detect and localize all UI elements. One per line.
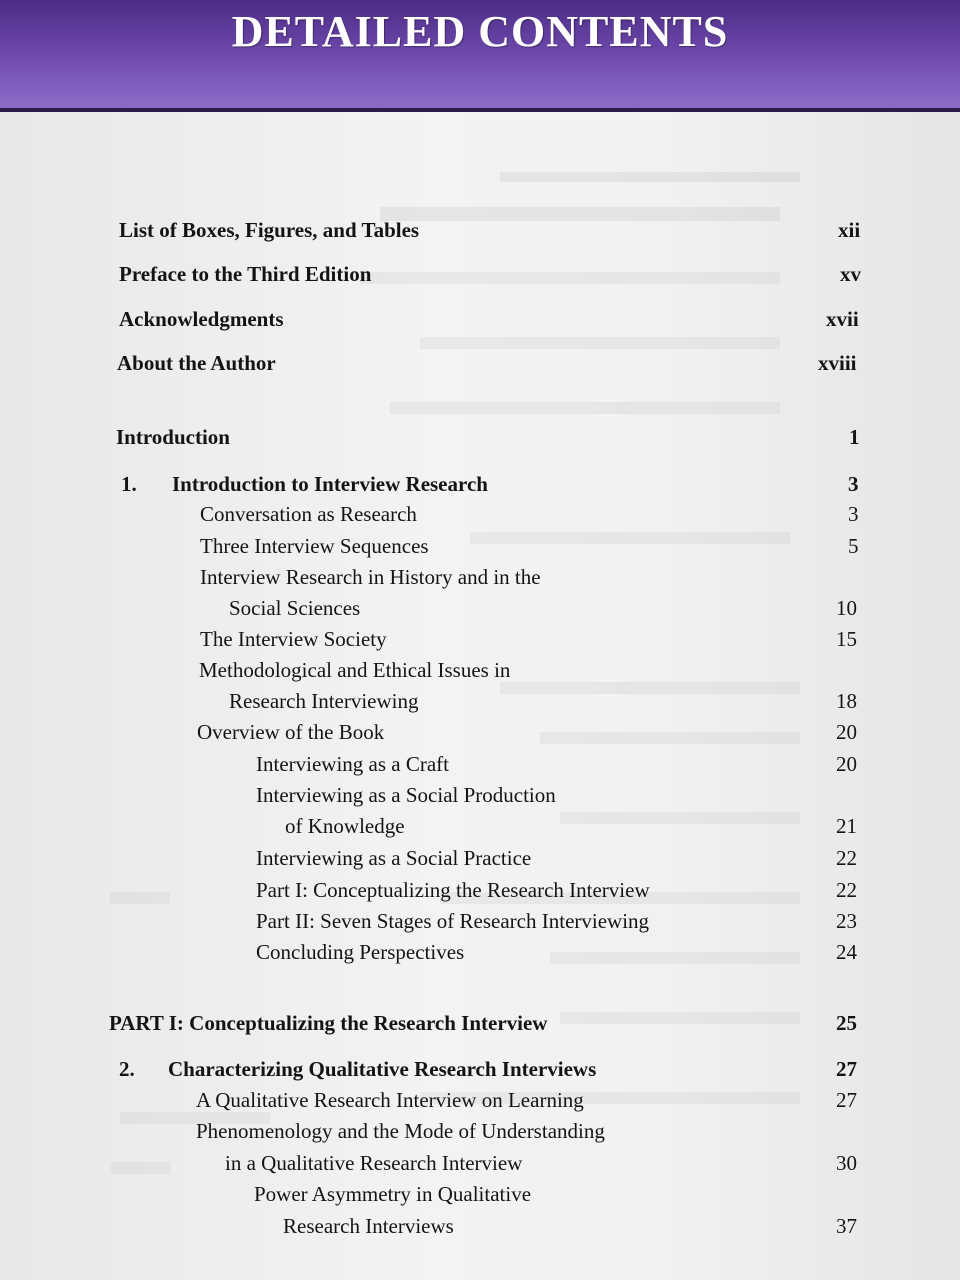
toc-section [0, 687, 960, 719]
toc-entry-label: Power Asymmetry in Qualitative [254, 1182, 532, 1206]
toc-entry-page: 27 [836, 1057, 857, 1081]
toc-section [0, 718, 960, 750]
toc-entry-page: 5 [848, 534, 859, 558]
toc-entry-page: 21 [836, 814, 857, 838]
toc-entry-label: Preface to the Third Edition [119, 262, 372, 286]
chapter-title: Introduction to Interview Research [172, 472, 488, 496]
toc-section [0, 750, 960, 782]
toc-entry-label: Social Sciences [229, 596, 361, 620]
toc-entry-page: 25 [836, 1011, 857, 1035]
chapter-number: 1. [121, 472, 137, 496]
toc-entry-label: of Knowledge [285, 814, 405, 838]
toc-entry-label: PART I: Conceptualizing the Research Interview [109, 1011, 548, 1035]
toc-entry-label: Methodological and Ethical Issues in [199, 658, 511, 682]
toc-entry-page: 37 [836, 1214, 857, 1238]
toc-entry-page: 22 [836, 878, 857, 902]
toc-entry-label: Conversation as Research [200, 502, 417, 526]
toc-chapter-heading [0, 1055, 960, 1087]
toc-entry-page: 27 [836, 1088, 857, 1112]
toc-part-heading [0, 1009, 960, 1041]
toc-entry-label: Research Interviews [283, 1214, 454, 1238]
toc-section [0, 938, 960, 970]
toc-section [0, 1149, 960, 1181]
toc-section [0, 1117, 960, 1149]
toc-entry-label: The Interview Society [200, 627, 387, 651]
toc-entry-label: Interview Research in History and in the [200, 565, 541, 589]
toc-section [0, 563, 960, 595]
toc-section [0, 625, 960, 657]
toc-section [0, 500, 960, 532]
toc-entry-page: 23 [836, 909, 857, 933]
toc-entry-label: Phenomenology and the Mode of Understanding [196, 1119, 605, 1143]
toc-entry-label: Interviewing as a Social Production [256, 783, 556, 807]
toc-entry-page: 30 [836, 1151, 857, 1175]
toc-entry-front [0, 216, 960, 248]
toc-section [0, 907, 960, 939]
toc-entry-page: 3 [848, 472, 859, 496]
toc-entry-label: Concluding Perspectives [256, 940, 465, 964]
toc-entry-front [0, 260, 960, 292]
toc-section [0, 844, 960, 876]
toc-entry-page: xvii [826, 307, 859, 331]
toc-section [0, 594, 960, 626]
toc-chapter-heading [0, 470, 960, 502]
toc-entry-page: 3 [848, 502, 859, 526]
toc-entry-label: Introduction [116, 425, 230, 449]
toc-entry-page: xii [838, 218, 861, 242]
toc-entry-front [0, 349, 960, 381]
toc-entry-page: 24 [836, 940, 857, 964]
toc-entry-label: Acknowledgments [119, 307, 284, 331]
toc-entry-introduction [0, 423, 960, 455]
toc-entry-page: 15 [836, 627, 857, 651]
toc-entry-page: 18 [836, 689, 857, 713]
toc-entry-label: A Qualitative Research Interview on Learning [196, 1088, 584, 1112]
toc-section [0, 1086, 960, 1118]
toc-section [0, 1212, 960, 1244]
toc-entry-page: xv [840, 262, 861, 286]
toc-section [0, 532, 960, 564]
toc-entry-page: 10 [836, 596, 857, 620]
toc-entry-label: Interviewing as a Craft [256, 752, 450, 776]
toc-section [0, 656, 960, 688]
toc-entry-label: Three Interview Sequences [200, 534, 429, 558]
toc-section [0, 781, 960, 813]
toc-entry-label: in a Qualitative Research Interview [225, 1151, 523, 1175]
toc-entry-label: Interviewing as a Social Practice [256, 846, 532, 870]
toc-entry-front [0, 305, 960, 337]
toc-entry-label: List of Boxes, Figures, and Tables [119, 218, 420, 242]
toc-entry-page: xviii [818, 351, 857, 375]
toc-entry-label: About the Author [117, 351, 276, 375]
chapter-title: Characterizing Qualitative Research Interviews [168, 1057, 597, 1081]
toc-section [0, 812, 960, 844]
toc-entry-page: 20 [836, 752, 857, 776]
toc-entry-label: Part I: Conceptualizing the Research Interview [256, 878, 650, 902]
toc-entry-label: Research Interviewing [229, 689, 419, 713]
toc-section [0, 876, 960, 908]
toc-entry-page: 20 [836, 720, 857, 744]
toc-entry-label: Overview of the Book [197, 720, 385, 744]
toc-entry-page: 22 [836, 846, 857, 870]
toc-section [0, 1180, 960, 1212]
toc-entry-label: Part II: Seven Stages of Research Interviewing [256, 909, 650, 933]
chapter-number: 2. [119, 1057, 135, 1081]
page-title: DETAILED CONTENTS [231, 7, 729, 56]
toc-entry-page: 1 [849, 425, 860, 449]
